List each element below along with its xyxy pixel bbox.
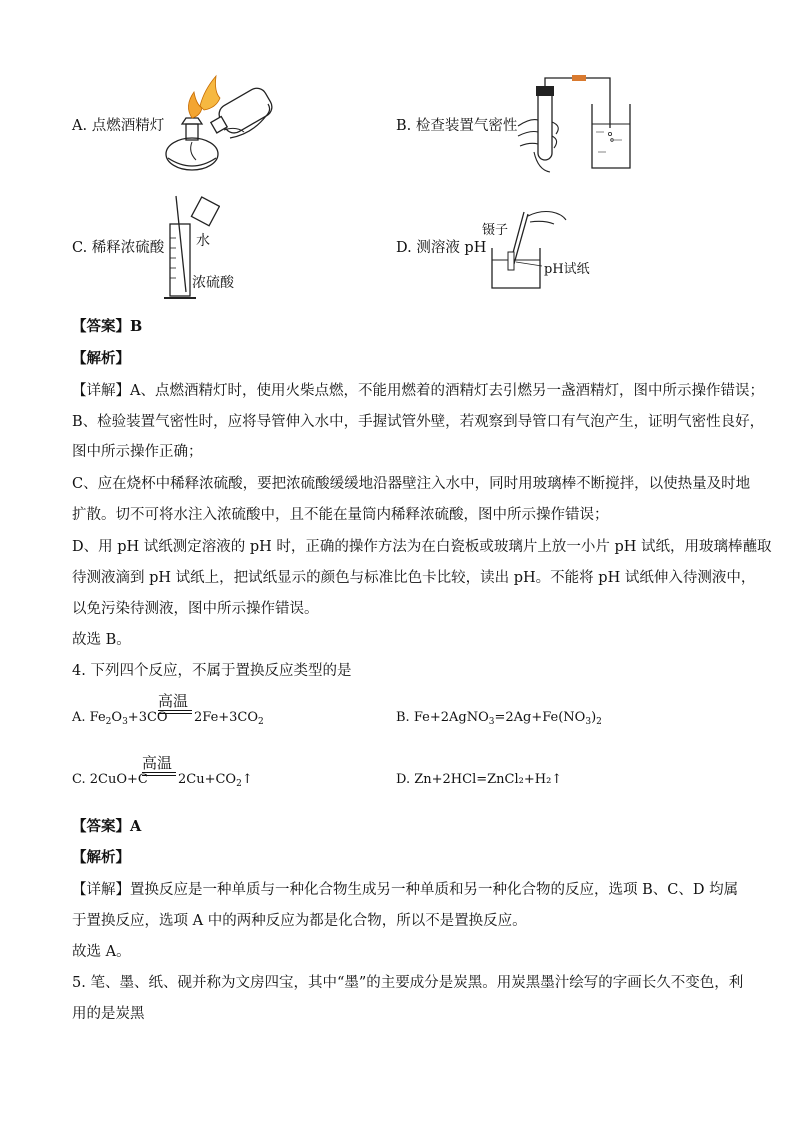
q4-explanation-line: 于置换反应，选项 A 中的两种反应为都是化合物，所以不是置换反应。 [72,913,527,929]
tweezers-label: 镊子 [482,223,509,238]
q4-conclusion: 故选 A。 [72,944,131,960]
q4-option-d: D. Zn+2HCl=ZnCl₂+H₂↑ [396,772,563,787]
q3-conclusion: 故选 B。 [72,632,131,648]
ph-test-figure [488,206,568,292]
q3-answer: 【答案】B [72,318,143,335]
q4-answer: 【答案】A [72,818,142,835]
alcohol-lamp-figure [160,68,280,176]
q4-option-a: A. $Fe_2O_3+3CO$ [72,710,168,727]
q3-explanation-line: 扩散。切不可将水注入浓硫酸中，且不能在量筒内稀释浓硫酸，图中所示操作错误； [72,507,609,523]
water-label: 水 [196,233,210,249]
q4-equals-c [142,772,176,776]
q4-option-c: C. 2CuO+C [72,772,148,787]
airtightness-figure [516,74,676,174]
q4-option-c-products: $2Cu+CO_2↑$ [178,772,253,789]
q4-explanation-line: 【详解】置换反应是一种单质与一种化合物生成另一种单质和另一种化合物的反应，选项 B、C、D 均属 [72,882,739,898]
q3-explanation-line: 以免污染待测液，图中所示操作错误。 [72,601,319,617]
q3-explanation-line: 图中所示操作正确； [72,444,203,460]
q3-explanation-line: D、用 pH 试纸测定溶液的 pH 时，正确的操作方法为在白瓷板或玻璃片上放一小片 pH 试纸，用玻璃棒蘸取 [72,539,772,555]
q4-stem: 4. 下列四个反应，不属于置换反应类型的是 [72,663,352,679]
q4-condition-c: 高温 [142,754,173,772]
q4-option-a-products: $2Fe+3CO_2$ [194,710,264,727]
q3-explanation-line: B、检验装置气密性时，应将导管伸入水中，手握试管外壁，若观察到导管口有气泡产生，证明气密性良好， [72,414,765,430]
option-d-label: D. 测溶液 pH [396,240,487,256]
ph-paper-label: pH试纸 [544,262,590,277]
q4-condition-a: 高温 [158,692,189,710]
q3-explanation-line: 待测液滴到 pH 试纸上，把试纸显示的颜色与标准比色卡比较，读出 pH。不能将 pH 试纸伸入待测液中， [72,570,756,586]
q3-explanation-line: C、应在烧杯中稀释浓硫酸，要把浓硫酸缓缓地沿器壁注入水中，同时用玻璃棒不断搅拌，以使热量及时地 [72,476,751,492]
option-b-label: B. 检查装置气密性 [396,118,518,134]
q4-equals-a [158,710,192,714]
option-a-label: A. 点燃酒精灯 [72,118,165,134]
option-c-label: C. 稀释浓硫酸 [72,240,165,256]
q4-analysis-title: 【解析】 [72,849,130,866]
q5-stem-line: 用的是炭黑 [72,1006,145,1022]
q3-analysis-title: 【解析】 [72,350,130,367]
q4-option-b: B. $Fe+2AgNO_3=2Ag+Fe(NO_3)_2$ [396,710,602,727]
q5-stem-line: 5. 笔、墨、纸、砚并称为文房四宝，其中“墨”的主要成分是炭黑。用炭黑墨汁绘写的字画长久不变色，利 [72,975,744,991]
acid-label: 浓硫酸 [192,275,234,291]
q3-explanation-line: 【详解】A、点燃酒精灯时，使用火柴点燃，不能用燃着的酒精灯去引燃另一盏酒精灯，图中所示操作错误； [72,383,764,399]
